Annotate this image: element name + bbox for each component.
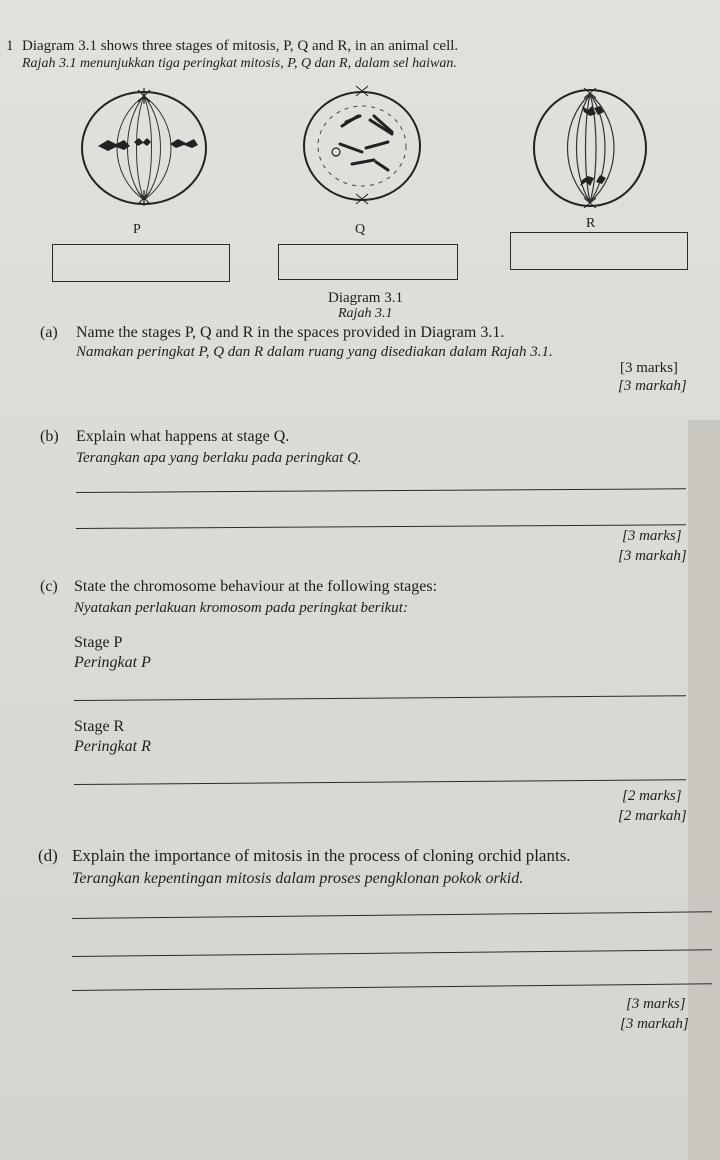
stage-p-heading: Stage P bbox=[74, 634, 123, 651]
part-c-label: (c) bbox=[40, 578, 58, 595]
part-c-text-ms: Nyatakan perlakuan kromosom pada peringkat berikut: bbox=[74, 600, 408, 616]
part-a-marks-en: [3 marks] bbox=[620, 360, 678, 376]
stage-r-heading-ms: Peringkat R bbox=[74, 738, 151, 755]
part-b-text-ms: Terangkan apa yang berlaku pada peringkat Q. bbox=[76, 450, 362, 466]
part-b-text-en: Explain what happens at stage Q. bbox=[76, 428, 290, 445]
question-number: 1 bbox=[6, 38, 14, 54]
part-a-label: (a) bbox=[40, 324, 58, 341]
diagram-caption-en: Diagram 3.1 bbox=[328, 290, 403, 306]
answer-box-p[interactable] bbox=[52, 244, 230, 282]
diagram-caption-ms: Rajah 3.1 bbox=[338, 306, 393, 321]
part-d-marks-en: [3 marks] bbox=[626, 996, 686, 1012]
question-intro-ms: Rajah 3.1 menunjukkan tiga peringkat mitosis, P, Q dan R, dalam sel haiwan. bbox=[22, 56, 457, 71]
label-q: Q bbox=[355, 222, 366, 237]
page-edge-shadow bbox=[688, 420, 720, 1160]
cell-p-diagram bbox=[78, 82, 214, 212]
part-d-label: (d) bbox=[38, 846, 58, 865]
part-b-marks-en: [3 marks] bbox=[622, 528, 682, 544]
cell-q-diagram bbox=[296, 82, 432, 212]
stage-p-heading-ms: Peringkat P bbox=[74, 654, 151, 671]
part-b-marks-ms: [3 markah] bbox=[618, 548, 687, 564]
part-d-marks-ms: [3 markah] bbox=[620, 1016, 689, 1032]
part-c-marks-en: [2 marks] bbox=[622, 788, 682, 804]
cell-r-diagram bbox=[524, 82, 660, 212]
answer-box-q[interactable] bbox=[278, 244, 458, 280]
label-r: R bbox=[586, 216, 596, 231]
part-d-text-en: Explain the importance of mitosis in the process of cloning orchid plants. bbox=[72, 846, 571, 865]
question-intro-en: Diagram 3.1 shows three stages of mitosis, P, Q and R, in an animal cell. bbox=[22, 38, 459, 54]
answer-box-r[interactable] bbox=[510, 232, 688, 270]
part-a-marks-ms: [3 markah] bbox=[618, 378, 687, 394]
part-c-marks-ms: [2 markah] bbox=[618, 808, 687, 824]
part-d-text-ms: Terangkan kepentingan mitosis dalam proses pengklonan pokok orkid. bbox=[72, 870, 524, 887]
part-c-text-en: State the chromosome behaviour at the following stages: bbox=[74, 578, 438, 595]
stage-r-heading: Stage R bbox=[74, 718, 125, 735]
part-a-text-ms: Namakan peringkat P, Q dan R dalam ruang yang disediakan dalam Rajah 3.1. bbox=[76, 344, 553, 360]
part-b-label: (b) bbox=[40, 428, 59, 445]
part-a-text-en: Name the stages P, Q and R in the spaces provided in Diagram 3.1. bbox=[76, 324, 505, 341]
label-p: P bbox=[133, 222, 141, 237]
